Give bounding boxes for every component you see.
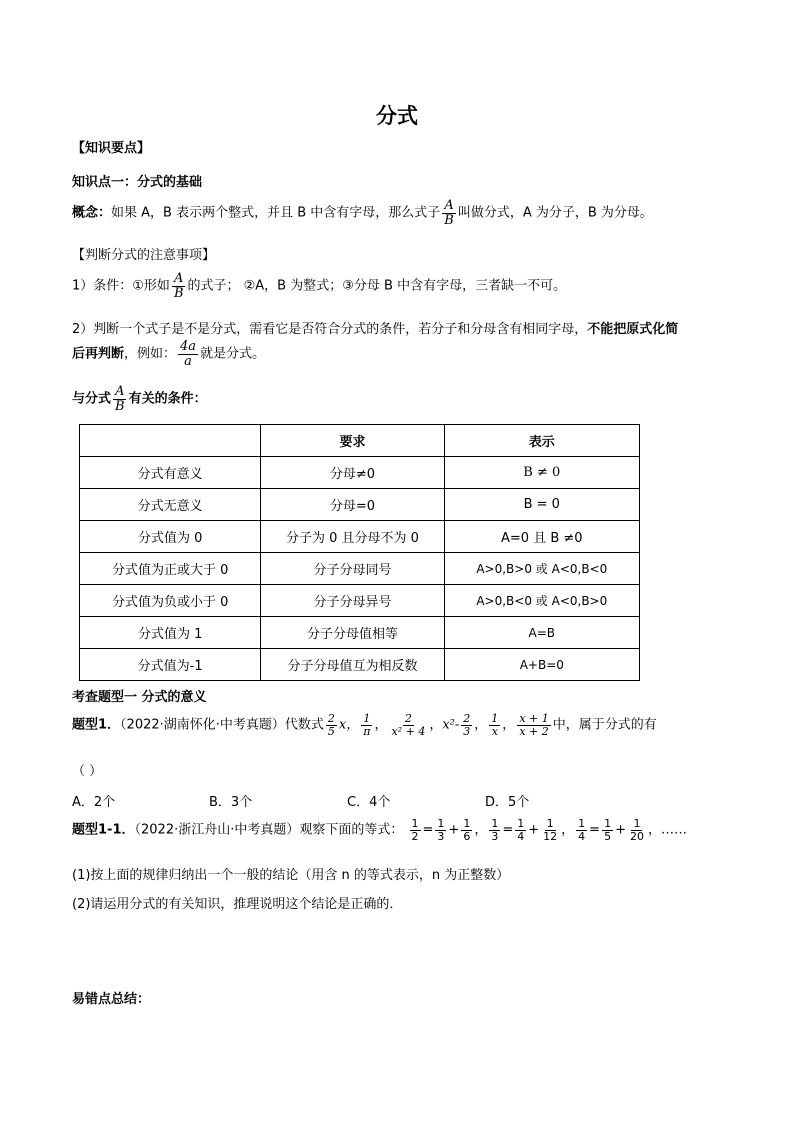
table-row [80, 489, 640, 521]
table-row [80, 617, 640, 649]
concept-text-b: 叫做分式，A 为分子，B 为分母。 [457, 205, 653, 221]
note-1-fraction [172, 272, 186, 300]
fraction-numerator: 1 [604, 817, 612, 830]
fraction-denominator: 2 [411, 829, 419, 843]
fraction-denominator: 5 [327, 724, 335, 738]
fraction-denominator: 5 [604, 829, 612, 843]
expression-fraction [517, 713, 550, 737]
table-row [80, 585, 640, 617]
equation-ellipsis: ，…… [647, 822, 687, 838]
table-cell: A+B=0 [444, 649, 639, 681]
fraction-denominator: 3 [463, 724, 471, 738]
fraction-numerator: A [115, 384, 125, 399]
concept-fraction [442, 199, 456, 227]
note-2-example: ，例如： [124, 346, 177, 362]
expression-fraction [361, 713, 372, 737]
table-row [80, 457, 640, 489]
concept-label: 概念： [72, 205, 112, 221]
concept-line [72, 199, 653, 227]
equation-fraction [435, 818, 446, 842]
expression-fraction [489, 713, 500, 737]
fraction-denominator: 4 [578, 829, 586, 843]
fraction-numerator: A [444, 198, 454, 213]
expression-tail: ， [429, 717, 443, 733]
fraction-denominator: 20 [629, 829, 644, 843]
concept-text-a: 如果 A，B 表示两个整式，并且 B 中含有字母，那么式子 [111, 205, 441, 221]
knowledge-point-1: 知识点一：分式的基础 [72, 175, 203, 190]
fraction-numerator: 1 [491, 817, 499, 830]
fraction-denominator: B [115, 398, 125, 414]
fraction-numerator: 2 [463, 712, 471, 725]
fraction-numerator: 1 [578, 817, 586, 830]
table-row [80, 649, 640, 681]
table-header-cell: 要求 [261, 425, 444, 457]
question-2: 题型1-1．（2022·浙江舟山·中考真题）观察下面的等式： $\frac{1}{2}$ = $\frac{1}{3}$ + $\frac{1}{6}$ ， $\frac{1}{3}$ = $\frac{1}{4}$ + $\frac{1}{12}$ ， $\frac{1}{4}$ = $\frac{1}{5}$ + $\frac{1}{20}$ ，…… [72, 817, 687, 843]
fraction-numerator: 1 [633, 817, 641, 830]
equation-fraction [602, 818, 613, 842]
table-cell: A>0,B<0 或 A<0,B>0 [444, 585, 639, 617]
answer-blank: （ ） [72, 764, 103, 779]
option-d: D．5个 [485, 795, 530, 810]
fraction-denominator: 3 [491, 829, 499, 843]
fraction-denominator: a [184, 353, 192, 369]
question-2-part-1: (1)按上面的规律归纳出一个一般的结论（用含 n 的等式表示，n 为正整数） [72, 868, 510, 883]
note-2-bold-2: 后再判断 [72, 346, 125, 362]
note-2-line-1 [72, 318, 678, 337]
fraction-denominator: x² + 4 [391, 724, 426, 738]
table-cell: 分子为 0 且分母不为 0 [261, 521, 444, 553]
equation-fraction [461, 818, 472, 842]
note-2-text: 2）判断一个式子是不是分式，需看它是否符合分式的条件，若分子和分母含有相同字母， [72, 322, 588, 337]
fraction-numerator: A [174, 271, 184, 286]
expression-term: x²- [442, 717, 460, 733]
note-2-fraction [178, 340, 198, 368]
conditions-fraction [113, 385, 127, 413]
note-1 [72, 272, 566, 300]
table-cell: 分式值为负或小于 0 [80, 585, 261, 617]
equation-fraction [410, 818, 421, 842]
question-2-source: （2022·浙江舟山·中考真题）观察下面的等式： [134, 822, 404, 838]
equation-fraction [628, 818, 646, 842]
table-cell: 分子分母异号 [261, 585, 444, 617]
fraction-numerator: 2 [404, 712, 412, 725]
fraction-denominator: 6 [463, 829, 471, 843]
table-cell: 分式值为正或大于 0 [80, 553, 261, 585]
question-2-part-2: (2)请运用分式的有关知识，推理说明这个结论是正确的． [72, 897, 403, 912]
table-cell: B ≠ 0 [444, 457, 639, 489]
question-1-source: （2022·湖南怀化·中考真题）代数式 [120, 717, 324, 733]
table-header-row [80, 425, 640, 457]
fraction-numerator: 2 [327, 712, 335, 725]
fraction-numerator: 1 [437, 817, 445, 830]
fraction-denominator: B [444, 212, 454, 228]
table-header-cell: 表示 [444, 425, 639, 457]
equation-fraction [541, 818, 559, 842]
conditions-suffix: 有关的条件： [128, 391, 207, 407]
fraction-denominator: 12 [543, 829, 558, 843]
note-2-bold: 不能把原式化简 [587, 322, 679, 337]
fraction-denominator: 3 [437, 829, 445, 843]
question-2-label: 题型1-1． [72, 822, 135, 838]
table-cell: A=B [444, 617, 639, 649]
note-1-suffix: 的式子； ②A，B 为整式；③分母 B 中含有字母，三者缺一不可。 [187, 278, 567, 294]
question-1 [72, 713, 657, 737]
question-1-ending: 中，属于分式的有 [552, 717, 657, 733]
table-cell: A>0,B>0 或 A<0,B<0 [444, 553, 639, 585]
expression-tail: ， [474, 717, 488, 733]
note-2-line-2 [72, 340, 265, 368]
fraction-numerator: 1 [546, 817, 554, 830]
fraction-numerator: 1 [463, 817, 471, 830]
conditions-header [72, 385, 207, 413]
conditions-table [79, 424, 640, 681]
expression-tail: ， [374, 717, 388, 733]
table-row [80, 521, 640, 553]
table-cell: 分母=0 [261, 489, 444, 521]
fraction-numerator: 1 [363, 712, 371, 725]
table-cell: B = 0 [444, 489, 639, 521]
equation-fraction [489, 818, 500, 842]
expression-tail: ， [502, 717, 516, 733]
fraction-numerator: 4a [180, 339, 197, 354]
fraction-denominator: π [363, 724, 371, 738]
table-cell: 分子分母同号 [261, 553, 444, 585]
expression-tail: x， [338, 717, 360, 733]
conditions-prefix: 与分式 [72, 391, 112, 407]
fraction-numerator: 1 [411, 817, 419, 830]
equation-fraction [576, 818, 587, 842]
equation-fraction [515, 818, 526, 842]
option-b: B．3个 [209, 795, 253, 810]
table-cell: 分式值为-1 [80, 649, 261, 681]
fraction-numerator: 1 [491, 712, 499, 725]
question-1-label: 题型1． [72, 717, 121, 733]
table-cell: A=0 且 B ≠0 [444, 521, 639, 553]
note-1-prefix: 1）条件：①形如 [72, 278, 170, 294]
table-cell: 分式值为 1 [80, 617, 261, 649]
table-cell: 分子分母值互为相反数 [261, 649, 444, 681]
fraction-denominator: x + 2 [519, 724, 549, 738]
fraction-denominator: 4 [517, 829, 525, 843]
fraction-denominator: x [491, 724, 498, 738]
option-c: C．4个 [347, 795, 391, 810]
section-header: 【知识要点】 [72, 141, 151, 156]
table-cell: 分母≠0 [261, 457, 444, 489]
table-cell: 分式值为 0 [80, 521, 261, 553]
expression-fraction [461, 713, 472, 737]
table-cell: 分子分母值相等 [261, 617, 444, 649]
table-cell: 分式有意义 [80, 457, 261, 489]
option-a: A．2个 [72, 795, 116, 810]
expression-fraction [390, 713, 428, 737]
fraction-numerator: x + 1 [519, 712, 549, 725]
page-title: 分式 [376, 104, 418, 128]
table-cell: 分式无意义 [80, 489, 261, 521]
table-header-cell [80, 425, 261, 457]
table-row [80, 553, 640, 585]
mistakes-summary: 易错点总结： [72, 992, 151, 1007]
notes-header: 【判断分式的注意事项】 [72, 248, 216, 263]
fraction-numerator: 1 [517, 817, 525, 830]
note-2-tail: 就是分式。 [200, 346, 266, 362]
fraction-denominator: B [173, 285, 184, 301]
question-type-1-header: 考查题型一 分式的意义 [72, 690, 207, 705]
expression-fraction [326, 713, 337, 737]
